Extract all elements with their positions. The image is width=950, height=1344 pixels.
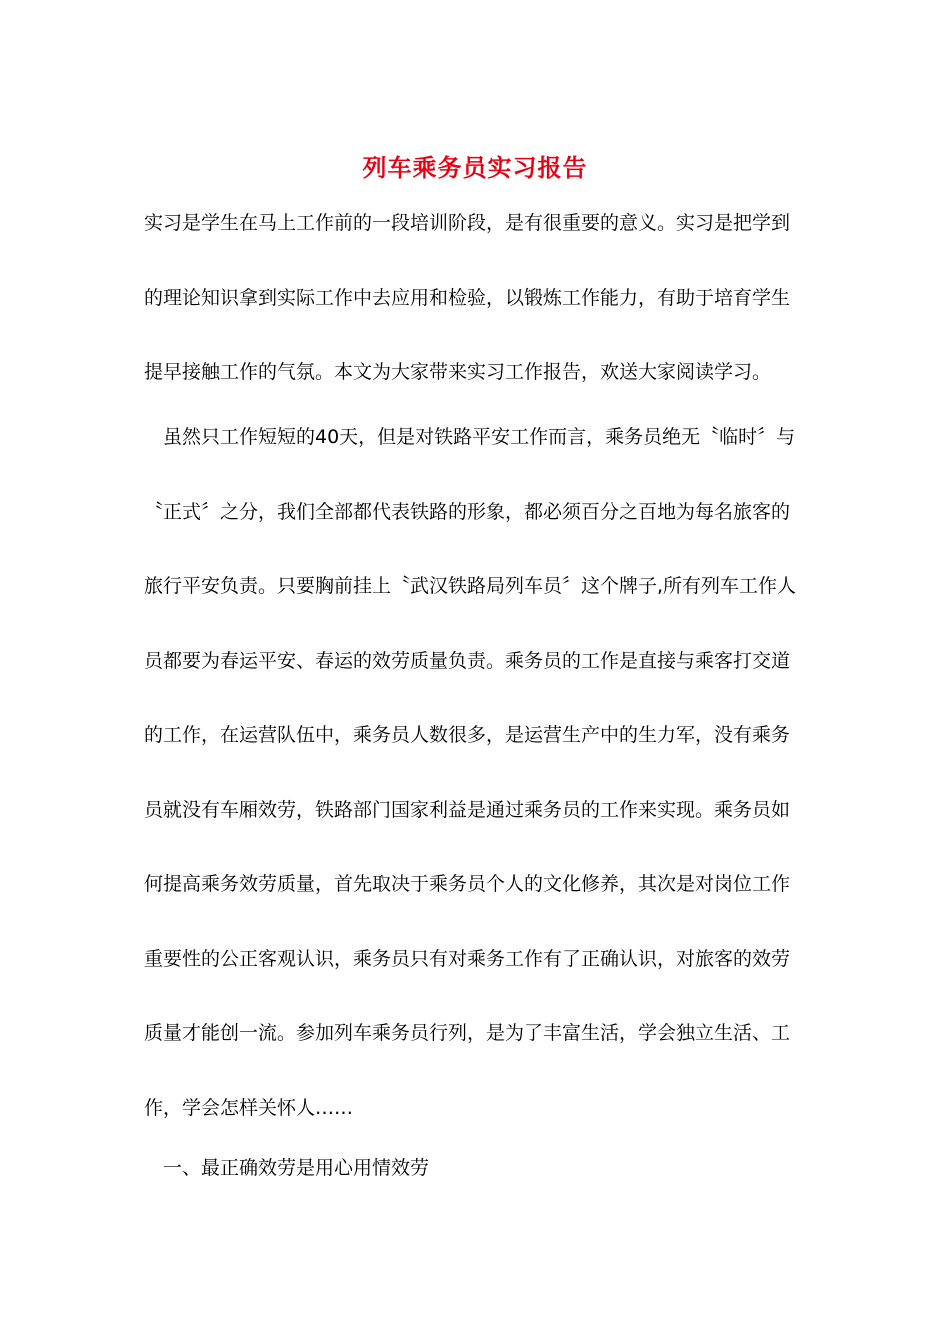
section-heading: 一、最正确效劳是用心用情效劳 — [163, 1157, 430, 1179]
paragraph-line: 〝正式〞之分，我们全部都代表铁路的形象，都必须百分之百地为每名旅客的 — [144, 500, 791, 523]
document-title: 列车乘务员实习报告 — [362, 153, 588, 182]
paragraph-line: 的工作，在运营队伍中，乘务员人数很多，是运营生产中的生力军，没有乘务 — [144, 724, 791, 746]
paragraph-line: 实习是学生在马上工作前的一段培训阶段，是有很重要的意义。实习是把学到 — [144, 212, 791, 234]
paragraph-line: 旅行平安负责。只要胸前挂上〝武汉铁路局列车员〞这个牌子,所有列车工作人 — [144, 575, 797, 597]
intro-paragraph — [144, 186, 809, 410]
paragraph-line: 虽然只工作短短的40天，但是对铁路平安工作而言，乘务员绝无〝临时〞与 — [163, 426, 796, 448]
paragraph-line: 的理论知识拿到实际工作中去应用和检验，以锻炼工作能力，有助于培育学生 — [144, 286, 791, 309]
paragraph-line: 员就没有车厢效劳，铁路部门国家利益是通过乘务员的工作来实现。乘务员如 — [144, 798, 791, 821]
paragraph-line: 何提高乘务效劳质量，首先取决于乘务员个人的文化修养，其次是对岗位工作 — [144, 873, 791, 895]
paragraph-line: 提早接触工作的气氛。本文为大家带来实习工作报告，欢送大家阅读学习。 — [144, 361, 772, 383]
paragraph-line: 作，学会怎样关怀人…… — [144, 1096, 354, 1119]
paragraph-line: 质量才能创一流。参加列车乘务员行列，是为了丰富生活，学会独立生活、工 — [144, 1022, 791, 1044]
paragraph-line: 员都要为春运平安、春运的效劳质量负责。乘务员的工作是直接与乘客打交道 — [144, 649, 791, 672]
main-paragraph — [144, 400, 809, 1145]
paragraph-line: 重要性的公正客观认识，乘务员只有对乘务工作有了正确认识，对旅客的效劳 — [144, 947, 791, 970]
